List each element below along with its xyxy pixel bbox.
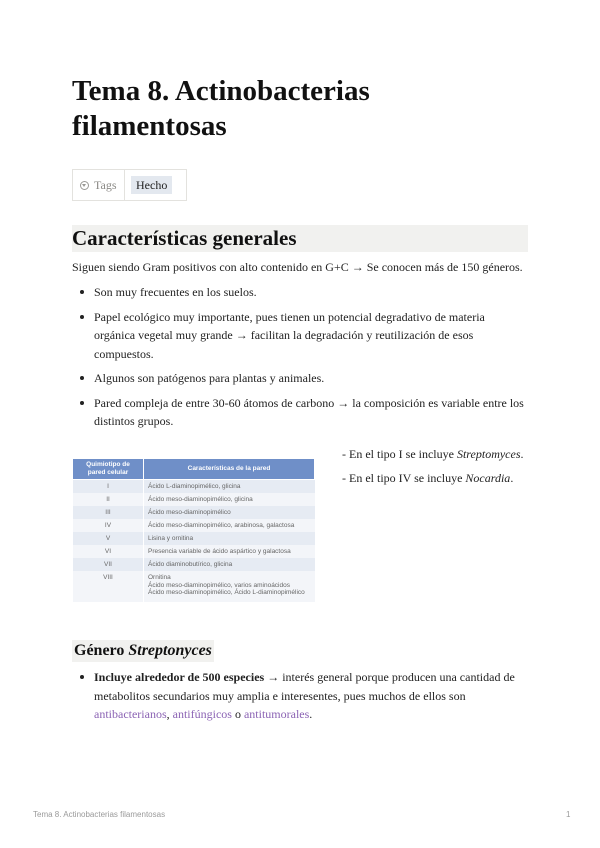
table-header-characteristics: Características de la pared	[144, 459, 315, 480]
table-cell: Ácido meso-diaminopimélico, glicina	[144, 493, 315, 506]
caret-circle-icon	[80, 181, 89, 190]
table-cell: Ácido meso-diaminopimélico, arabinosa, galactosa	[144, 519, 315, 532]
page-title	[72, 74, 528, 144]
separator: o	[231, 707, 244, 721]
table-cell: Ornitina Ácido meso-diaminopimélico, varios aminoácidos Ácido meso-diaminopimélico, Ácido L-diaminopimélico	[144, 571, 315, 602]
table-row	[73, 545, 315, 558]
table-cell: IV	[73, 519, 144, 532]
chemotype-table	[72, 458, 315, 602]
table-header-chemotype: Quimiotipo de pared celular	[73, 459, 144, 480]
table-row	[73, 480, 315, 494]
note-genus: Nocardia	[465, 471, 511, 485]
table-row	[73, 532, 315, 545]
list-item: Papel ecológico muy importante, pues tienen un potencial degradativo de materia orgánica vegetal muy grande → facilitan la degradación y reutilización de esos compuestos.	[72, 308, 528, 364]
table-cell: Presencia variable de ácido aspártico y galactosa	[144, 545, 315, 558]
table-cell: VI	[73, 545, 144, 558]
note-text: - En el tipo I se incluye	[342, 447, 457, 461]
chemotype-notes	[342, 446, 524, 494]
list-item	[72, 668, 528, 724]
intro-paragraph: Siguen siendo Gram positivos con alto contenido en G+C → Se conocen más de 150 géneros.	[72, 260, 523, 274]
table-cell: Lisina y ornitina	[144, 532, 315, 545]
note-end: .	[520, 447, 524, 461]
note-type-iv	[342, 470, 524, 486]
tags-label: Tags	[94, 177, 117, 192]
separator: ,	[166, 707, 173, 721]
table-cell: VII	[73, 558, 144, 571]
tags-value-cell[interactable]	[125, 170, 172, 200]
page-title-line2: filamentosas	[72, 110, 227, 142]
list-item: Algunos son patógenos para plantas y animales.	[72, 369, 528, 388]
heading-genus: Streptonyces	[128, 642, 212, 659]
table-cell: Ácido meso-diaminopimélico	[144, 506, 315, 519]
table-cell: V	[73, 532, 144, 545]
page-title-line1: Tema 8. Actinobacterias	[72, 75, 370, 107]
section-heading-genero	[72, 640, 214, 662]
tags-property	[72, 169, 187, 201]
link-antifungicos[interactable]: antifúngicos	[172, 707, 232, 721]
table-cell: VIII	[73, 571, 144, 602]
heading-prefix: Género	[74, 642, 129, 659]
table-cell: III	[73, 506, 144, 519]
link-antibacterianos[interactable]: antibacterianos	[94, 707, 167, 721]
footer-title: Tema 8. Actinobacterias filamentosas	[33, 810, 166, 819]
table-cell: I	[73, 480, 144, 494]
note-end: .	[510, 471, 514, 485]
bullet-text: → interés general porque producen una cantidad de metabolitos secundarios muy amplia e interesentes, pues muchos de ellos son	[94, 670, 515, 703]
note-text: - En el tipo IV se incluye	[342, 471, 466, 485]
section-heading-caracteristicas: Características generales	[72, 225, 528, 252]
bullet-end: .	[309, 707, 313, 721]
table-row	[73, 493, 315, 506]
footer-page-number: 1	[566, 810, 571, 819]
table-cell: Ácido L-diaminopimélico, glicina	[144, 480, 315, 494]
table-cell: Ácido diaminobutírico, glicina	[144, 558, 315, 571]
table-row	[73, 571, 315, 602]
bold-text: Incluye alrededor de 500 especies	[94, 670, 265, 684]
table-cell: II	[73, 493, 144, 506]
link-antitumorales[interactable]: antitumorales	[243, 707, 310, 721]
characteristics-list	[72, 283, 528, 437]
list-item: Son muy frecuentes en los suelos.	[72, 283, 528, 302]
note-genus: Streptomyces	[456, 447, 521, 461]
tag-pill[interactable]: Hecho	[131, 176, 172, 194]
table-row	[73, 558, 315, 571]
genus-list	[72, 668, 528, 724]
table-row	[73, 506, 315, 519]
tags-key	[73, 170, 125, 200]
chemotype-table-image	[72, 458, 315, 602]
note-type-i	[342, 446, 524, 462]
table-row	[73, 519, 315, 532]
list-item: Pared compleja de entre 30-60 átomos de carbono → la composición es variable entre los distintos grupos.	[72, 394, 528, 431]
